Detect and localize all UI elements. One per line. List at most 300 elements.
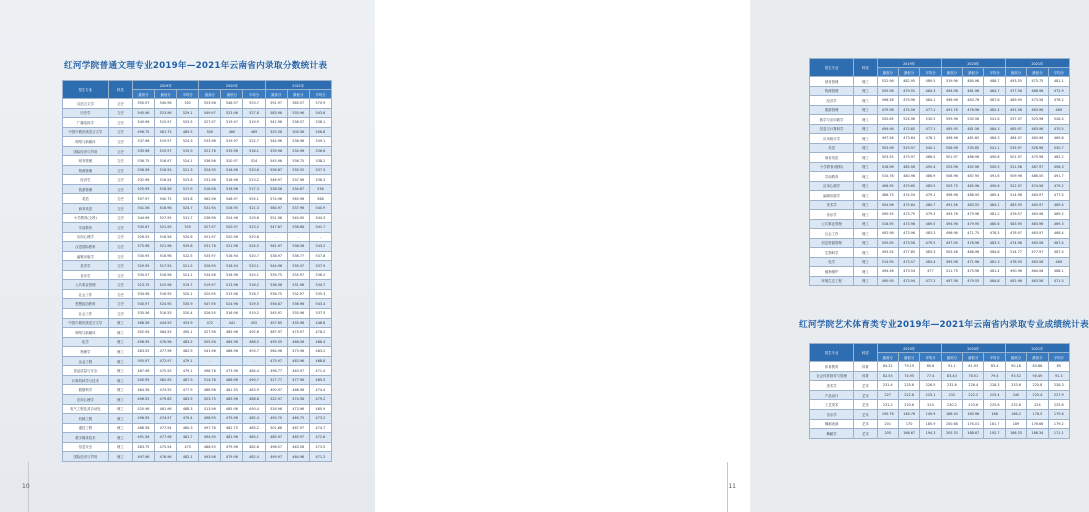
- score-cell: 531.76: [199, 242, 221, 252]
- score-cell: 536.77: [287, 251, 309, 261]
- score-cell: 516.96: [155, 204, 177, 214]
- category-cell: 理工: [854, 191, 877, 201]
- score-cell: 553.7: [243, 99, 265, 109]
- major-cell: 计算机科学与技术: [63, 375, 109, 385]
- score-cell: 518.7: [243, 289, 265, 299]
- score-cell: 535.55: [287, 165, 309, 175]
- score-cell: 482.4: [984, 105, 1005, 115]
- score-cell: 485.97: [1005, 124, 1026, 134]
- score-cell: 550.97: [132, 99, 154, 109]
- score-cell: 181.7: [984, 419, 1005, 429]
- score-cell: 530.7: [1048, 143, 1069, 153]
- score-cell: -: [199, 356, 221, 366]
- score-cell: 516.56: [155, 184, 177, 194]
- score-cell: 472.97: [155, 356, 177, 366]
- score-cell: 149.9: [920, 409, 941, 419]
- score-cell: 487.6: [984, 96, 1005, 106]
- score-cell: 481.96: [963, 86, 984, 96]
- score-cell: 91.1: [941, 362, 962, 372]
- score-cell: 540.96: [132, 118, 154, 128]
- score-cell: 535.97: [199, 251, 221, 261]
- score-cell: 465.97: [287, 433, 309, 443]
- score-cell: 550.65: [877, 115, 898, 125]
- score-cell: 231.2: [877, 400, 898, 410]
- score-cell: 467.97: [287, 423, 309, 433]
- score-cell: 516.97: [155, 156, 177, 166]
- major-cell: 化学: [63, 337, 109, 347]
- category-cell: 文史: [108, 194, 132, 204]
- score-cell: 511.75: [941, 267, 962, 277]
- score-cell: 496.95: [877, 181, 898, 191]
- score-cell: 486.55: [199, 442, 221, 452]
- major-cell: 物流管理: [810, 86, 854, 96]
- major-cell: 汉语国际教育: [63, 242, 109, 252]
- table-row: [63, 251, 332, 261]
- score-cell: 523.96: [1027, 115, 1048, 125]
- score-cell: 490.75: [265, 414, 287, 424]
- table-row: [810, 172, 1070, 182]
- score-cell: 228.3: [984, 381, 1005, 391]
- score-cell: 463.96: [1027, 210, 1048, 220]
- category-cell: 体育: [854, 371, 877, 381]
- category-cell: 理工: [108, 404, 132, 414]
- score-cell: 503.75: [941, 181, 962, 191]
- table-row: [810, 219, 1070, 229]
- score-cell: 516.96: [877, 162, 898, 172]
- score-cell: 561.97: [265, 242, 287, 252]
- header-year-2019: 2019年: [877, 59, 941, 68]
- score-cell: 484.3: [920, 86, 941, 96]
- score-cell: 524.3: [177, 137, 199, 147]
- score-cell: 500.5: [984, 162, 1005, 172]
- score-cell: 537.9: [309, 261, 331, 271]
- score-cell: 520.1: [177, 289, 199, 299]
- score-cell: 537.96: [132, 137, 154, 147]
- category-cell: 文史: [108, 242, 132, 252]
- score-cell: 570.9: [309, 99, 331, 109]
- major-cell: 应用心理学: [810, 181, 854, 191]
- score-cell: 475.96: [963, 267, 984, 277]
- score-cell: 496.95: [132, 337, 154, 347]
- score-cell: 497.76: [199, 423, 221, 433]
- table-row: [810, 96, 1070, 106]
- score-cell: 484.8: [984, 276, 1005, 286]
- header-min: 最低分: [287, 90, 309, 99]
- score-cell: 463.97: [1027, 229, 1048, 239]
- major-cell: 美术学: [63, 261, 109, 271]
- score-cell: 492.96: [877, 229, 898, 239]
- left-page: [0, 0, 375, 512]
- score-cell: 534.96: [132, 289, 154, 299]
- score-cell: 513.96: [199, 404, 221, 414]
- category-cell: 理工: [854, 238, 877, 248]
- score-cell: 486.5: [920, 153, 941, 163]
- score-cell: 532.96: [132, 175, 154, 185]
- score-cell: 525.96: [941, 162, 962, 172]
- table-row: [63, 299, 332, 309]
- score-cell: 544.96: [132, 213, 154, 223]
- score-cell: 186.54: [941, 409, 962, 419]
- score-cell: 146.76: [898, 409, 919, 419]
- header-max: 最高分: [877, 353, 898, 362]
- score-cell: 535.97: [287, 261, 309, 271]
- score-cell: 544.3: [309, 213, 331, 223]
- score-cell: 477.65: [898, 248, 919, 258]
- score-cell: 224: [920, 400, 941, 410]
- score-cell: 486.75: [877, 191, 898, 201]
- score-cell: 500.95: [132, 375, 154, 385]
- score-cell: 479.3: [920, 210, 941, 220]
- category-cell: 艺术: [854, 390, 877, 400]
- score-cell: 93.52: [1005, 371, 1026, 381]
- score-cell: 483.9: [243, 385, 265, 395]
- score-cell: 497.56: [941, 276, 962, 286]
- score-cell: 463.56: [287, 442, 309, 452]
- table-row: [63, 394, 332, 404]
- score-cell: 479.97: [898, 153, 919, 163]
- header-avg: 平均分: [984, 353, 1005, 362]
- score-cell: 519.9: [177, 146, 199, 156]
- score-cell: 496.95: [132, 414, 154, 424]
- header-max: 最高分: [265, 90, 287, 99]
- score-cell: 537.96: [287, 175, 309, 185]
- score-cell: 225.4: [1027, 390, 1048, 400]
- score-cell: 530.57: [132, 270, 154, 280]
- score-cell: 529.8: [177, 242, 199, 252]
- category-cell: 理工: [108, 394, 132, 404]
- score-cell: 480.3: [177, 423, 199, 433]
- score-cell: 535.96: [132, 146, 154, 156]
- score-cell: 435.96: [287, 318, 309, 328]
- header-avg: 平均分: [243, 90, 265, 99]
- score-cell: 565.96: [287, 194, 309, 204]
- table-row: [810, 390, 1070, 400]
- art-sports-table-title: 红河学院艺术体育类专业2019年—2021年云南省内录取专业成绩统计表: [799, 320, 1089, 330]
- major-cell: 网络与新媒体: [63, 328, 109, 338]
- major-cell: 数字媒体技术: [63, 433, 109, 443]
- header-year-2019: 2019年: [132, 81, 198, 90]
- score-cell: 490.97: [265, 385, 287, 395]
- score-cell: 471.96: [963, 257, 984, 267]
- score-cell: 537.97: [1005, 115, 1026, 125]
- score-cell: 477.1: [920, 124, 941, 134]
- score-cell: 473.5: [309, 442, 331, 452]
- score-cell: 533.96: [199, 137, 221, 147]
- table-row: [63, 337, 332, 347]
- score-cell: 240: [1005, 390, 1026, 400]
- category-cell: 文史: [108, 184, 132, 194]
- score-cell: 492.96: [1005, 276, 1026, 286]
- score-cell: 481.1: [1048, 77, 1069, 87]
- score-cell: -: [221, 356, 243, 366]
- table-row: [63, 213, 332, 223]
- score-cell: 529.97: [898, 143, 919, 153]
- score-cell: 477.2: [920, 276, 941, 286]
- score-cell: 531.96: [287, 280, 309, 290]
- score-cell: 514.95: [877, 257, 898, 267]
- category-cell: 理工: [854, 200, 877, 210]
- score-cell: 477: [920, 267, 941, 277]
- category-cell: 理工: [854, 181, 877, 191]
- score-cell: 536.96: [287, 299, 309, 309]
- score-cell: 475.55: [155, 366, 177, 376]
- score-cell: 473.57: [898, 257, 919, 267]
- score-cell: 526.96: [265, 404, 287, 414]
- score-cell: 83.43: [941, 371, 962, 381]
- table-row: [63, 442, 332, 452]
- major-cell: 经济学: [63, 175, 109, 185]
- category-cell: 文史: [108, 261, 132, 271]
- table-row: [63, 99, 332, 109]
- score-cell: 485.2: [243, 423, 265, 433]
- score-cell: 484.4: [243, 366, 265, 376]
- major-cell: 信息资源管理: [810, 238, 854, 248]
- score-cell: 482.95: [155, 375, 177, 385]
- score-cell: 541.96: [265, 118, 287, 128]
- table-row: [63, 452, 332, 462]
- major-cell: 经济学: [810, 96, 854, 106]
- score-cell: 530.5: [920, 115, 941, 125]
- major-cell: 汉语言文学: [63, 99, 109, 109]
- header-min: 最低分: [1027, 68, 1048, 77]
- score-cell: 524: [243, 156, 265, 166]
- score-cell: 493.7: [243, 347, 265, 357]
- score-cell: 448.8: [309, 318, 331, 328]
- score-cell: 484.1: [920, 96, 941, 106]
- score-cell: 574.96: [265, 194, 287, 204]
- score-cell: 463.96: [1027, 124, 1048, 134]
- score-cell: 514.77: [1005, 248, 1026, 258]
- score-cell: 493.55: [1005, 77, 1026, 87]
- score-cell: 490.4: [243, 404, 265, 414]
- score-cell: 518.96: [221, 175, 243, 185]
- score-cell: 166.34: [1027, 429, 1048, 439]
- score-cell: 483.55: [132, 347, 154, 357]
- score-cell: 505.95: [877, 238, 898, 248]
- score-cell: 525.56: [265, 127, 287, 137]
- major-cell: 机械工程: [63, 414, 109, 424]
- score-cell: 525.95: [132, 184, 154, 194]
- category-cell: 理工: [108, 328, 132, 338]
- score-cell: 487.9: [177, 375, 199, 385]
- major-cell: 舞蹈学: [810, 429, 854, 439]
- table-row: [810, 409, 1070, 419]
- score-cell: 553.96: [199, 99, 221, 109]
- header-year-2020: 2020年: [941, 344, 1005, 353]
- table-row: [63, 356, 332, 366]
- score-cell: 226.5: [920, 381, 941, 391]
- major-cell: 小学教育(文科): [63, 213, 109, 223]
- category-cell: 文史: [108, 175, 132, 185]
- score-cell: 543.2: [309, 242, 331, 252]
- score-cell: 224: [1027, 400, 1048, 410]
- score-cell: 469.2: [1048, 210, 1069, 220]
- category-cell: 理工: [854, 276, 877, 286]
- score-cell: 536.96: [287, 137, 309, 147]
- header-year-2020: 2020年: [199, 81, 265, 90]
- general-admission-table: [62, 80, 332, 462]
- score-cell: 473.65: [898, 124, 919, 134]
- score-cell: 497.56: [877, 134, 898, 144]
- table-row: [63, 175, 332, 185]
- table-row: [810, 153, 1070, 163]
- score-cell: 185.9: [920, 419, 941, 429]
- score-cell: 535.97: [287, 270, 309, 280]
- score-cell: 505.56: [941, 248, 962, 258]
- score-cell: 536.96: [199, 156, 221, 166]
- score-cell: 166.67: [898, 429, 919, 439]
- score-cell: 494.96: [877, 124, 898, 134]
- score-cell: 523.5: [177, 118, 199, 128]
- score-cell: 220.6: [898, 400, 919, 410]
- header-year-2021: 2021年: [265, 81, 331, 90]
- score-cell: 488.6: [243, 394, 265, 404]
- score-cell: 479.4: [177, 414, 199, 424]
- score-cell: 543.6: [309, 108, 331, 118]
- score-cell: 520.1: [243, 261, 265, 271]
- major-cell: 美术学: [810, 200, 854, 210]
- score-cell: 494.96: [941, 219, 962, 229]
- score-cell: 488.7: [984, 77, 1005, 87]
- major-cell: 学前教育: [63, 223, 109, 233]
- score-cell: 83.86: [1027, 362, 1048, 372]
- score-cell: 479.1: [177, 366, 199, 376]
- score-cell: 505.97: [132, 356, 154, 366]
- score-cell: 482.4: [243, 414, 265, 424]
- score-cell: 485.56: [898, 162, 919, 172]
- score-cell: 487.96: [132, 366, 154, 376]
- header-avg: 平均分: [984, 68, 1005, 77]
- header-max: 最高分: [877, 68, 898, 77]
- score-cell: 539.75: [265, 270, 287, 280]
- category-cell: 理工: [854, 143, 877, 153]
- score-cell: 488.5: [243, 337, 265, 347]
- major-cell: 国际经济与贸易: [63, 452, 109, 462]
- major-cell: 信息安全: [63, 442, 109, 452]
- table-row: [63, 423, 332, 433]
- category-cell: 文史: [108, 127, 132, 137]
- score-cell: 485.4: [984, 191, 1005, 201]
- score-cell: 468.4: [309, 337, 331, 347]
- header-avg: 平均分: [1048, 353, 1069, 362]
- header-year-2019: 2019年: [877, 344, 941, 353]
- header-min: 最低分: [898, 353, 919, 362]
- score-cell: 538.56: [265, 184, 287, 194]
- score-cell: 485.5: [920, 181, 941, 191]
- score-cell: 516.94: [221, 251, 243, 261]
- score-cell: 539.96: [265, 146, 287, 156]
- score-cell: 468.56: [132, 318, 154, 328]
- major-cell: 社会工作: [63, 309, 109, 319]
- score-cell: 522.96: [877, 77, 898, 87]
- score-cell: 500: [199, 127, 221, 137]
- score-cell: 222.8: [898, 390, 919, 400]
- major-cell: 编辑出版学: [810, 191, 854, 201]
- score-cell: 480.9: [309, 404, 331, 414]
- score-cell: 531.7: [177, 213, 199, 223]
- score-cell: 474.55: [155, 385, 177, 395]
- major-cell: 社会体育指导与管理: [810, 371, 854, 381]
- score-cell: 483.75: [132, 442, 154, 452]
- score-cell: 468.4: [1048, 229, 1069, 239]
- score-cell: 520.6: [243, 165, 265, 175]
- score-cell: 558.96: [941, 143, 962, 153]
- score-cell: 520.8: [243, 232, 265, 242]
- table-row: [810, 210, 1070, 220]
- header-category: 科类: [108, 81, 132, 99]
- score-cell: 516.55: [155, 165, 177, 175]
- score-cell: 526.95: [199, 261, 221, 271]
- header-category: 科类: [854, 59, 877, 77]
- major-cell: 公共事业管理: [810, 219, 854, 229]
- category-cell: 理工: [108, 337, 132, 347]
- score-cell: 520.4: [177, 309, 199, 319]
- score-cell: 491.56: [941, 200, 962, 210]
- score-cell: 487.95: [963, 172, 984, 182]
- score-cell: 483.76: [963, 96, 984, 106]
- score-cell: 469.75: [287, 414, 309, 424]
- score-cell: 477.56: [1005, 86, 1026, 96]
- score-cell: 519.97: [199, 280, 221, 290]
- score-cell: 562.96: [199, 194, 221, 204]
- score-cell: 483.2: [309, 347, 331, 357]
- score-cell: 484.1: [984, 200, 1005, 210]
- score-cell: 469: [1048, 257, 1069, 267]
- category-cell: 文史: [108, 99, 132, 109]
- score-cell: 473.64: [898, 134, 919, 144]
- score-cell: 532.97: [287, 289, 309, 299]
- score-cell: 536.75: [132, 156, 154, 166]
- score-cell: 520.7: [243, 251, 265, 261]
- score-cell: 489.5: [177, 127, 199, 137]
- score-cell: 475.96: [287, 347, 309, 357]
- score-cell: 192.7: [984, 429, 1005, 439]
- score-cell: 493.96: [199, 452, 221, 462]
- table-row: [63, 232, 332, 242]
- score-cell: 540.1: [920, 143, 941, 153]
- score-cell: 477.2: [920, 105, 941, 115]
- score-cell: 473.56: [898, 238, 919, 248]
- score-cell: 541.7: [309, 223, 331, 233]
- score-cell: 481.65: [963, 134, 984, 144]
- score-cell: 521.95: [155, 223, 177, 233]
- score-cell: 491.56: [132, 433, 154, 443]
- score-cell: 481.55: [221, 385, 243, 395]
- score-cell: 538.3: [309, 175, 331, 185]
- score-cell: 534.56: [199, 270, 221, 280]
- score-cell: 528.96: [1027, 143, 1048, 153]
- score-cell: 496.56: [877, 96, 898, 106]
- score-cell: 78.51: [963, 371, 984, 381]
- score-cell: 492.96: [963, 162, 984, 172]
- score-cell: 530.56: [963, 115, 984, 125]
- category-cell: 理工: [108, 452, 132, 462]
- score-cell: 536.75: [265, 289, 287, 299]
- score-cell: 537.8: [309, 251, 331, 261]
- score-cell: 516.96: [221, 165, 243, 175]
- score-cell: 227: [877, 390, 898, 400]
- score-cell: 477.96: [155, 347, 177, 357]
- table-row: [810, 257, 1070, 267]
- score-cell: 471.75: [963, 229, 984, 239]
- score-cell: 482.95: [898, 77, 919, 87]
- score-cell: 516.96: [221, 184, 243, 194]
- score-cell: 475.96: [1027, 153, 1048, 163]
- score-cell: 490.1: [177, 328, 199, 338]
- score-cell: 223.6: [963, 400, 984, 410]
- table-row: [63, 165, 332, 175]
- score-cell: 490.55: [877, 210, 898, 220]
